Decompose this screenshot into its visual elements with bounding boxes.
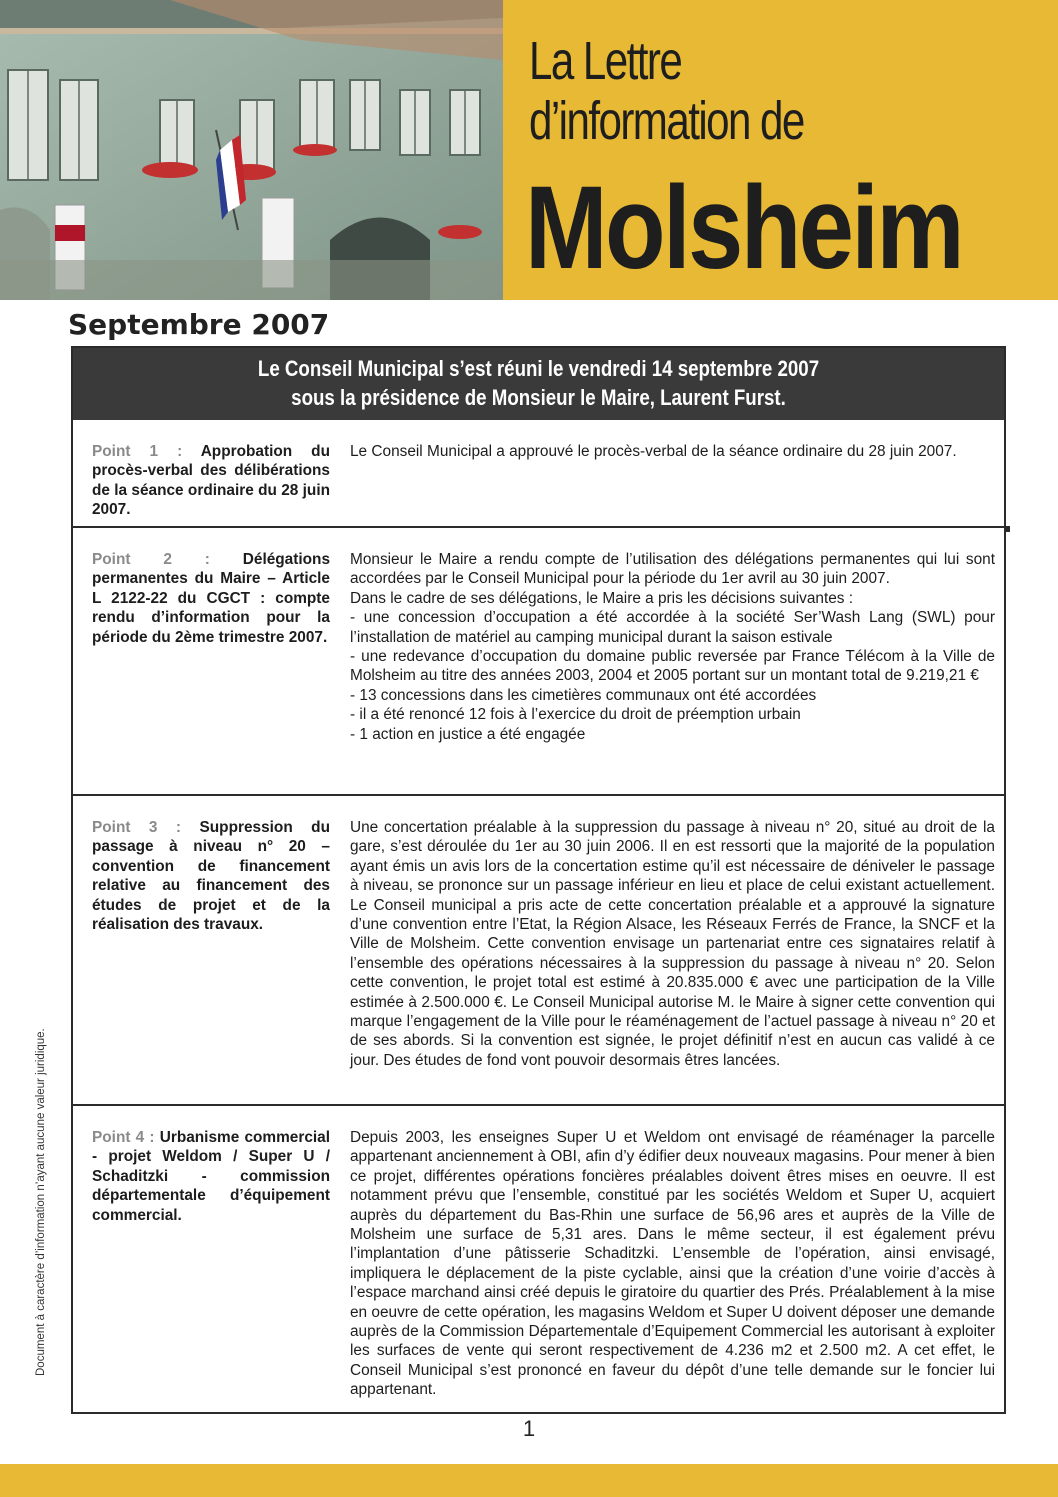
point-label-3: Point 3 : [92, 819, 182, 836]
point-row-2 [73, 528, 1004, 794]
minutes-frame [71, 346, 1006, 1414]
point-body-4-para: Depuis 2003, les enseignes Super U et Weldom ont envisagé de réaménager la parcelle appartenant anciennement à OBI, afin d’y édifier deux nouveaux magasins. Pour mener à bien ce projet, différentes opérations foncières préalables doivent êtres mises en oeuvre. Il est notamment prévu que l’ensemble, constitué par les sociétés Weldom et Super U, acquiert auprès du département du Bas-Rhin une surface de 56,96 ares et auprès de la Ville de Molsheim une surface de 5,31 ares. Dans le même secteur, il est également prévu l’implantation d’une pâtisserie Schaditzki. L’ensemble de l’opération, ainsi envisagé, impliquera le déplacement de la piste cyclable, ainsi que la création d’une voirie d’accès à l’espace marchand ainsi créé depuis le giratoire du quartier des Prés. Préalablement à la mise en oeuvre de cette opération, les magasins Weldom et Super U doivent déposer une demande auprès de la Commission Départementale d’Equipement Commercial les autorisant à exploiter les surfaces de vente qui seront respectivement de 4.236 m2 et 2.500 m2. A cet effet, le Conseil Municipal s’est prononcé en faveur du dépôt d’une telle demande sur le foncier lui appartenant. [350, 1129, 995, 1399]
point-row-4 [73, 1106, 1004, 1412]
legal-disclaimer: Document à caractère d’information n’ayant aucune valeur juridique. [35, 1028, 47, 1376]
meeting-banner [73, 348, 1004, 420]
point-body-2 [350, 550, 995, 744]
point-heading-3: Suppression du passage à niveau n° 20 – convention de financement relative au financement des études de projet et de la réalisation des travaux. [92, 819, 330, 934]
point-body-2-item-3: - 13 concessions dans les cimetières communaux ont été accordées [350, 686, 817, 704]
banner-line2: sous la présidence de Monsieur le Maire, Laurent Furst. [291, 385, 786, 410]
point-body-2-para-2: Dans le cadre de ses délégations, le Maire a pris les décisions suivantes : [350, 589, 854, 607]
footer-band [0, 1464, 1058, 1497]
point-body-3-para: Une concertation préalable à la suppression du passage à niveau n° 20, situé au droit de la gare, s’est déroulée du 1er au 30 juin 2006. Il en est ressorti que la majorité de la population ayant émis un avis lors de la concertation estime qu’il est nécessaire de déniveler le passage à niveau, se prononce sur un passage inférieur en lieu et place de celui existant actuellement. Le Conseil municipal a pris acte de cette concertation préalable et a approuvé la signature d’une convention entre l’Etat, la Région Alsace, les Réseaux Ferrés de France, la SNCF et la Ville de Molsheim. Cette convention envisage un partenariat entre ces signataires relatif à l’ensemble des opérations nécessaires à la suppression du passage à niveau n° 20. Selon cette convention, le projet total est estimé à 20.835.000 € avec une participation de la Ville estimée à 2.500.000 €. Le Conseil Municipal autorise M. le Maire à signer cette convention qui marque l’engagement de la Ville pour le réaménagement de l’actuel passage à niveau n° 20 et de ses abords. Si la convention est signée, le projet définitif n’est en aucun cas validé à ce jour. Des études de fond vont pouvoir desormais êtres lancées. [350, 819, 995, 1069]
banner-line1: Le Conseil Municipal s’est réuni le vendredi 14 septembre 2007 [257, 356, 820, 381]
point-label-2: Point 2 : [92, 551, 210, 568]
point-title-1 [92, 442, 330, 520]
point-label-1: Point 1 : [92, 443, 183, 460]
point-body-1 [350, 442, 995, 461]
masthead [503, 0, 1058, 300]
masthead-line1: La Lettre [529, 31, 682, 91]
point-body-2-item-4: - il a été renoncé 12 fois à l’exercice du droit de préemption urbain [350, 706, 801, 724]
point-row-3 [73, 796, 1004, 1104]
point-title-4 [92, 1128, 330, 1225]
point-body-2-item-1: - une concession d’occupation a été accordée à la société Ser’Wash Lang (SWL) pour l’installation de matériel au camping municipal durant la saison estivale [350, 609, 995, 646]
point-title-3 [92, 818, 330, 934]
issue-date: Septembre 2007 [68, 308, 330, 341]
point-heading-1: Approbation du procès-verbal des délibérations de la séance ordinaire du 28 juin 2007. [92, 443, 330, 519]
page-number: 1 [522, 1416, 536, 1441]
point-body-4 [350, 1128, 995, 1400]
masthead-city: Molsheim [525, 162, 962, 294]
town-hall-photo [0, 0, 503, 300]
row-divider-shadow [1004, 526, 1010, 532]
point-heading-4: Urbanisme commercial - projet Weldom / Super U / Schaditzki - commission départementale d’équipement commercial. [92, 1129, 330, 1224]
point-body-2-item-2: - une redevance d’occupation du domaine public reversée par France Télécom à la Ville de Molsheim au titre des années 2003, 2004 et 2005 portant sur un montant total de 9.219,21 € [350, 648, 995, 685]
masthead-line2: d’information de [529, 91, 804, 151]
point-heading-2: Délégations permanentes du Maire – Article L 2122-22 du CGCT : compte rendu d’information pour la période du 2ème trimestre 2007. [92, 551, 330, 646]
point-title-2 [92, 550, 330, 647]
point-body-3 [350, 818, 995, 1070]
point-label-4: Point 4 : [92, 1129, 155, 1146]
point-body-1-para: Le Conseil Municipal a approuvé le procès-verbal de la séance ordinaire du 28 juin 2007. [350, 443, 957, 460]
point-row-1 [73, 420, 1004, 526]
point-body-2-para-1: Monsieur le Maire a rendu compte de l’utilisation des délégations permanentes qui lui sont accordées par le Conseil Municipal pour la période du 1er avril au 30 juin 2007. [350, 551, 995, 588]
point-body-2-item-5: - 1 action en justice a été engagée [350, 725, 586, 743]
